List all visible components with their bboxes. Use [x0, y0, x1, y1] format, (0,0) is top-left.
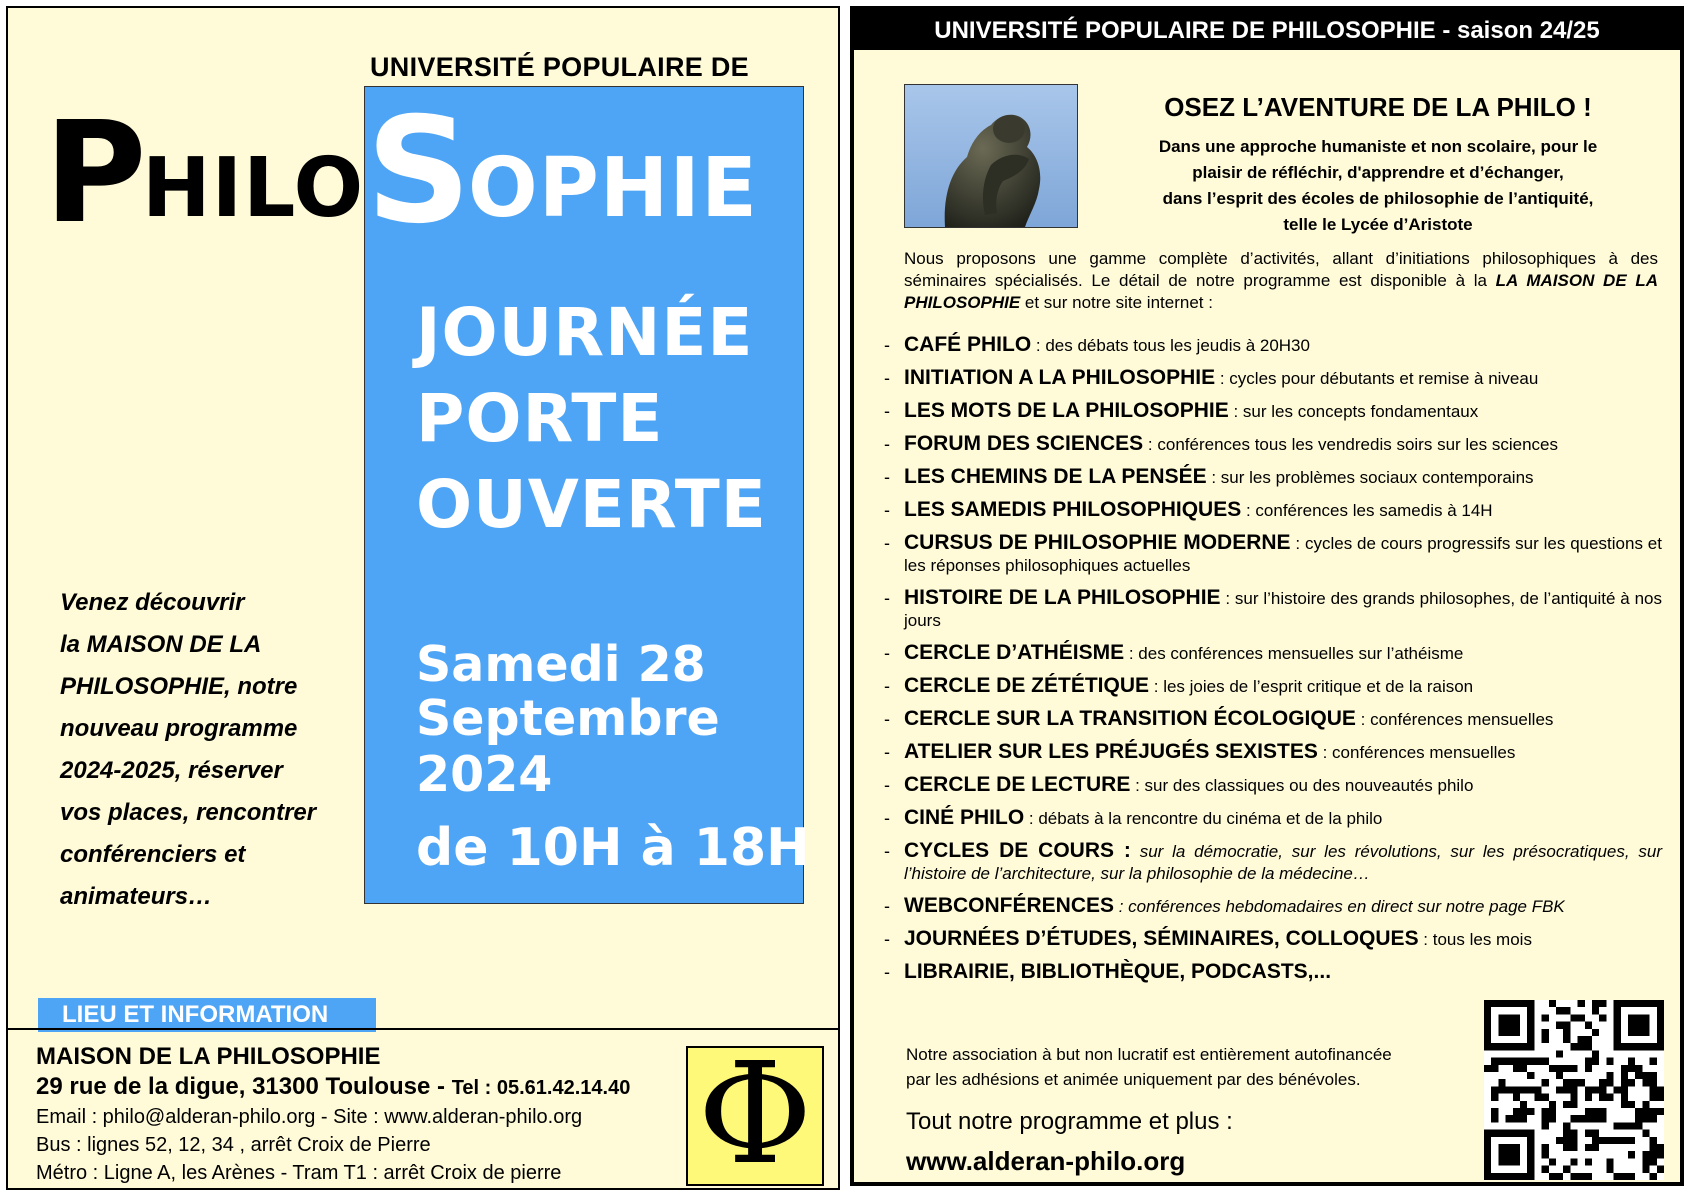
- association-line: Notre association à but non lucratif est entièrement autofinancée: [906, 1045, 1392, 1064]
- program-description: [904, 248, 1658, 314]
- activity-name: HISTOIRE DE LA PHILOSOPHIE: [904, 586, 1221, 609]
- event-date-day: Samedi 28: [416, 636, 706, 693]
- activity-item: [882, 928, 1662, 951]
- activity-name: CAFÉ PHILO: [904, 333, 1032, 356]
- activity-name: LIBRAIRIE, BIBLIOTHÈQUE, PODCASTS,...: [904, 960, 1332, 983]
- address-block: [36, 1042, 630, 1187]
- activity-item: [882, 807, 1662, 830]
- activity-description: : tous les mois: [1418, 930, 1532, 949]
- activity-item: [882, 499, 1662, 522]
- activity-description: : conférences mensuelles: [1317, 743, 1516, 762]
- activity-item: [882, 961, 1662, 984]
- event-hours: de 10H à 18H: [416, 818, 810, 878]
- phone-number[interactable]: Tel : 05.61.42.14.40: [451, 1077, 631, 1099]
- intro-line: Dans une approche humaniste et non scolaire, pour le: [1158, 137, 1598, 156]
- activity-item: [882, 400, 1662, 423]
- invitation-line: 2024-2025, réserver: [60, 757, 283, 784]
- invitation-line: vos places, rencontrer: [60, 799, 317, 826]
- activity-name: LES MOTS DE LA PHILOSOPHIE: [904, 399, 1229, 422]
- title-part-hilo: HILO: [142, 141, 365, 236]
- activity-name: WEBCONFÉRENCES: [904, 894, 1115, 917]
- activity-description: : conférences hebdomadaires en direct sur notre page FBK: [1114, 897, 1565, 916]
- activity-description: : sur les problèmes sociaux contemporains: [1206, 468, 1534, 487]
- intro-line: plaisir de réfléchir, d'apprendre et d’échanger,: [1192, 163, 1564, 182]
- event-line-journee: JOURNÉE: [416, 294, 754, 371]
- title-part-ophie: OPHIE: [468, 141, 758, 236]
- intro-line: telle le Lycée d’Aristote: [1283, 215, 1473, 234]
- description-text-end: et sur notre site internet :: [1020, 293, 1213, 312]
- activity-description: : des conférences mensuelles sur l’athéisme: [1124, 644, 1464, 663]
- activities-list: [882, 334, 1662, 994]
- divider: [8, 1028, 838, 1030]
- qr-code[interactable]: [1484, 1000, 1664, 1180]
- activity-name: CYCLES DE COURS :: [904, 839, 1131, 862]
- website-link[interactable]: www.alderan-philo.org: [906, 1146, 1186, 1176]
- activity-name: CINÉ PHILO: [904, 806, 1025, 829]
- activity-name: LES CHEMINS DE LA PENSÉE: [904, 465, 1207, 488]
- invitation-line: animateurs…: [60, 883, 213, 910]
- activity-name: CURSUS DE PHILOSOPHIE MODERNE: [904, 531, 1291, 554]
- activity-item: [882, 642, 1662, 665]
- university-header: UNIVERSITÉ POPULAIRE DE: [370, 52, 749, 82]
- activity-item: [882, 532, 1662, 577]
- activity-item: [882, 774, 1662, 797]
- activity-description: : cycles de cours progressifs sur les questions et les réponses philosophiques actuelles: [904, 534, 1662, 575]
- program-callout: Tout notre programme et plus :: [906, 1108, 1233, 1135]
- tagline: OSEZ L’AVENTURE DE LA PHILO !: [1164, 92, 1592, 122]
- activity-description: : des débats tous les jeudis à 20H30: [1031, 336, 1310, 355]
- season-header: UNIVERSITÉ POPULAIRE DE PHILOSOPHIE - saison 24/25: [854, 10, 1680, 50]
- activity-item: [882, 895, 1662, 918]
- bus-line: Bus : lignes 52, 12, 34 , arrêt Croix de Pierre: [36, 1134, 431, 1156]
- activity-item: [882, 708, 1662, 731]
- invitation-line: nouveau programme: [60, 715, 298, 742]
- activity-description: : conférences mensuelles: [1355, 710, 1554, 729]
- activity-description: : conférences tous les vendredis soirs sur les sciences: [1143, 435, 1559, 454]
- intro-line: dans l’esprit des écoles de philosophie de l’antiquité,: [1162, 189, 1594, 208]
- activity-description: : conférences les samedis à 14H: [1241, 501, 1493, 520]
- association-line: par les adhésions et animée uniquement par des bénévoles.: [906, 1070, 1361, 1089]
- activity-name: ATELIER SUR LES PRÉJUGÉS SEXISTES: [904, 740, 1318, 763]
- event-line-ouverte: OUVERTE: [416, 466, 767, 543]
- thinker-statue-image: [904, 84, 1078, 228]
- activity-item: [882, 587, 1662, 632]
- event-date-month: Septembre: [416, 690, 720, 747]
- invitation-line: la MAISON DE LA: [60, 631, 262, 658]
- activity-description: : les joies de l’esprit critique et de la raison: [1149, 677, 1474, 696]
- phi-logo: [686, 1033, 824, 1196]
- invitation-line: Venez découvrir: [60, 589, 245, 616]
- poster-back-panel: [850, 6, 1684, 1186]
- activity-description: : cycles pour débutants et remise à niveau: [1215, 369, 1539, 388]
- activity-name: CERCLE DE LECTURE: [904, 773, 1131, 796]
- activity-description: : sur l’histoire des grands philosophes, de l’antiquité à nos jours: [904, 589, 1663, 630]
- invitation-line: conférenciers et: [60, 841, 246, 868]
- activity-name: INITIATION A LA PHILOSOPHIE: [904, 366, 1216, 389]
- activity-item: [882, 334, 1662, 357]
- activity-item: [882, 466, 1662, 489]
- activity-item: [882, 367, 1662, 390]
- activity-item: [882, 675, 1662, 698]
- venue-name: MAISON DE LA PHILOSOPHIE: [36, 1043, 381, 1070]
- description-text: Nous proposons une gamme complète d’activités, allant d’initiations philosophiques à des séminaires spécialisés. Le détail de notre programme est disponible à la: [904, 249, 1658, 290]
- activity-name: JOURNÉES D’ÉTUDES, SÉMINAIRES, COLLOQUES: [904, 927, 1419, 950]
- association-text: [906, 1042, 1446, 1092]
- metro-line: Métro : Ligne A, les Arènes - Tram T1 : arrêt Croix de pierre: [36, 1162, 562, 1184]
- contact-line[interactable]: Email : philo@alderan-philo.org - Site : www.alderan-philo.org: [36, 1106, 583, 1128]
- street-text: 29 rue de la digue, 31300 Toulouse -: [36, 1073, 452, 1100]
- activity-item: [882, 840, 1662, 885]
- info-section-header: LIEU ET INFORMATION: [38, 998, 376, 1032]
- title-letter-s: S: [366, 86, 472, 256]
- activity-name: CERCLE SUR LA TRANSITION ÉCOLOGIQUE: [904, 707, 1356, 730]
- activity-name: LES SAMEDIS PHILOSOPHIQUES: [904, 498, 1242, 521]
- intro-text: [1110, 134, 1646, 238]
- activity-name: CERCLE DE ZÉTÉTIQUE: [904, 674, 1150, 697]
- invitation-text: [60, 582, 370, 918]
- activity-description: sur la démocratie, sur les révolutions, sur les présocratiques, sur l’histoire de l’architecture, sur la philosophie de la médecine…: [904, 842, 1662, 883]
- title-letter-p: P: [44, 92, 147, 255]
- event-line-porte: PORTE: [416, 380, 664, 457]
- poster-front-panel: [6, 6, 840, 1196]
- activity-description: : sur des classiques ou des nouveautés philo: [1130, 776, 1474, 795]
- event-date-year: 2024: [416, 746, 553, 803]
- activity-description: : sur les concepts fondamentaux: [1228, 402, 1479, 421]
- activity-description: : débats à la rencontre du cinéma et de la philo: [1024, 809, 1383, 828]
- activity-name: FORUM DES SCIENCES: [904, 432, 1144, 455]
- description-highlight: LA MAISON DE LA PHILOSOPHIE: [904, 271, 1658, 312]
- activity-name: CERCLE D’ATHÉISME: [904, 641, 1125, 664]
- activity-item: [882, 433, 1662, 456]
- venue-street: [36, 1072, 630, 1103]
- phi-symbol: Φ: [697, 1033, 813, 1196]
- activity-item: [882, 741, 1662, 764]
- invitation-line: PHILOSOPHIE, notre: [60, 673, 298, 700]
